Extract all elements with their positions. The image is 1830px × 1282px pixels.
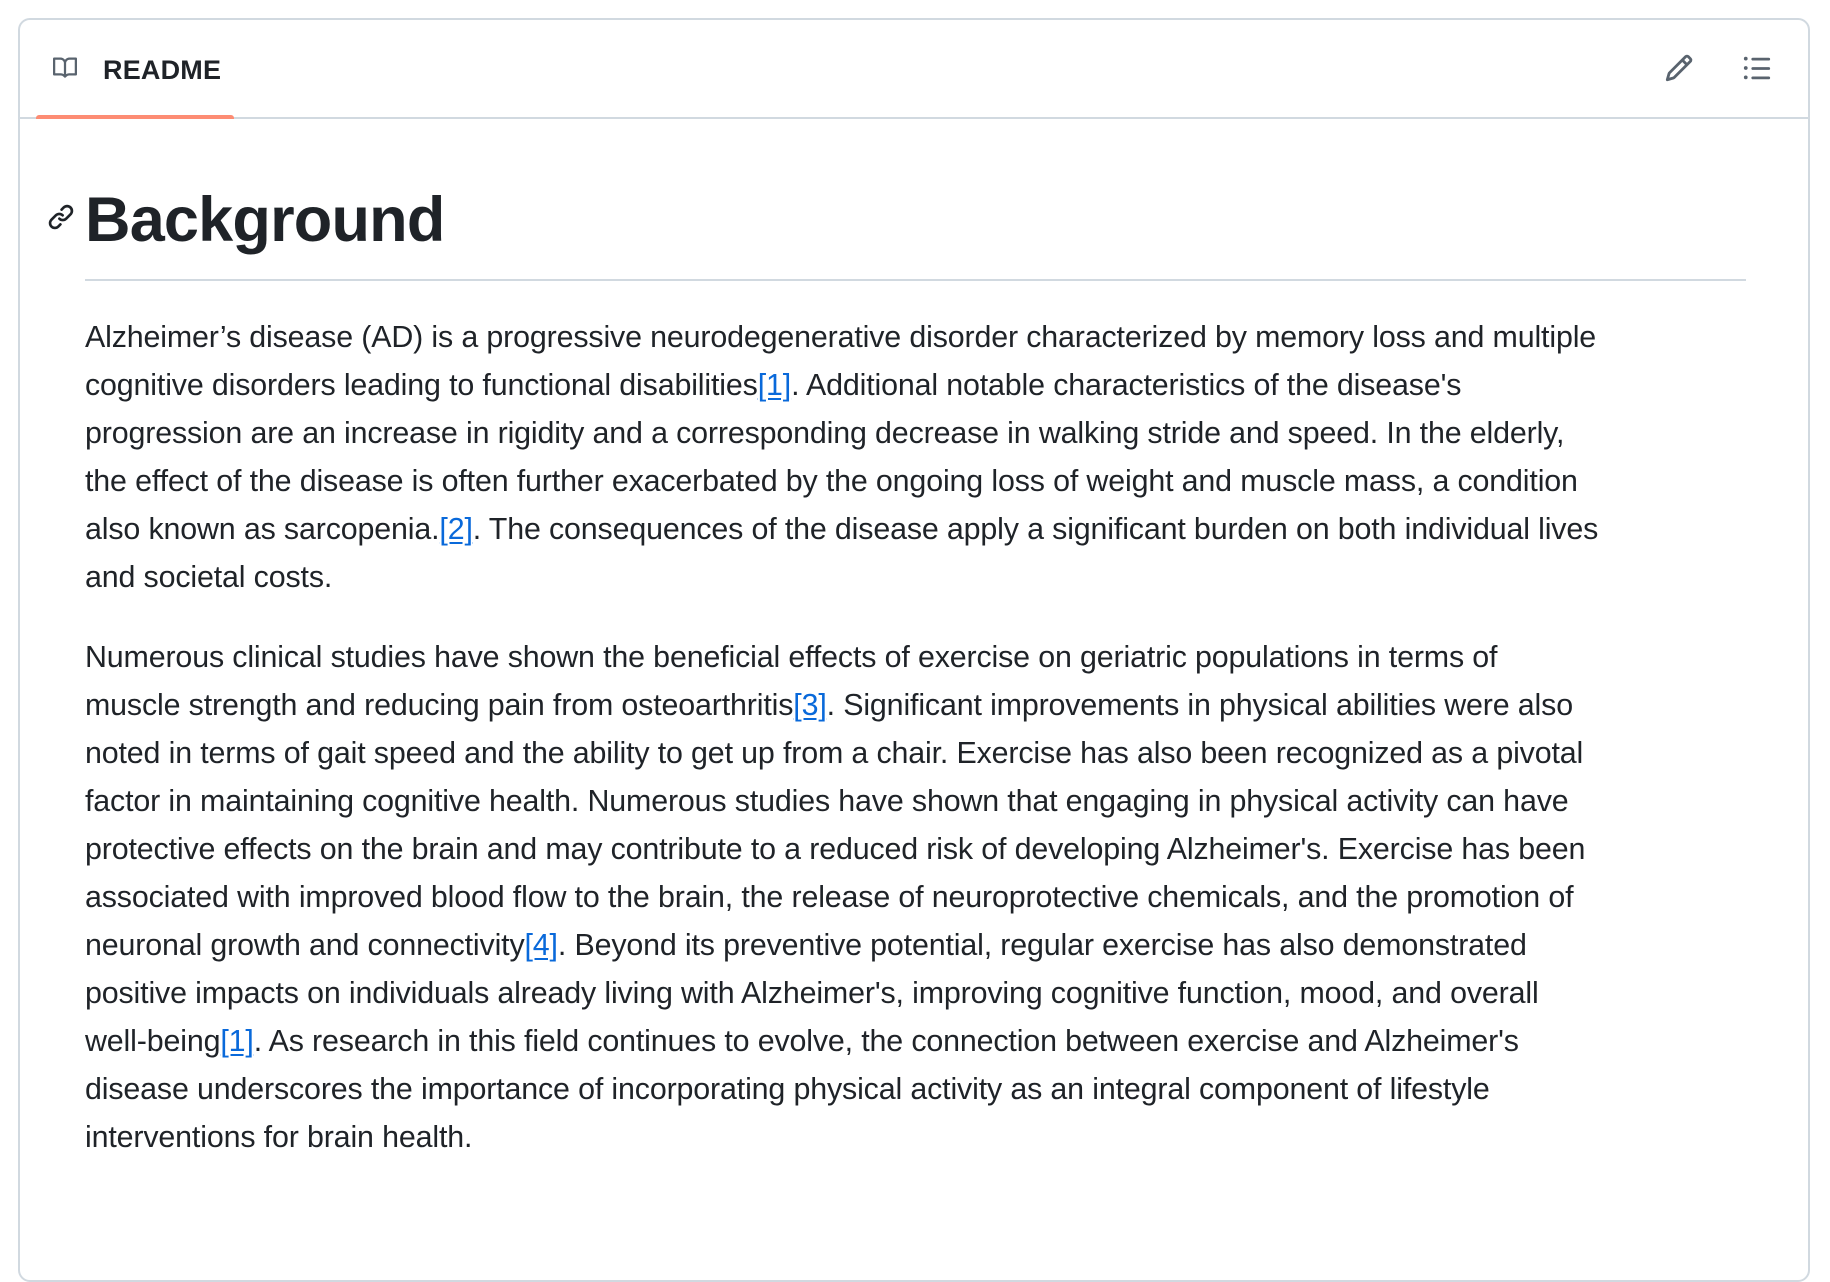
- edit-file-button[interactable]: [1659, 50, 1699, 90]
- citation-link[interactable]: [1]: [757, 368, 792, 402]
- heading-anchor-link[interactable]: [45, 203, 77, 235]
- paragraph-line: [85, 457, 1746, 505]
- readme-card: [18, 18, 1810, 1282]
- paragraph-text: factor in maintaining cognitive health. Numerous studies have shown that engaging in physical activity can have: [85, 784, 1569, 818]
- paragraph-line: [85, 409, 1746, 457]
- heading-background: [85, 180, 1746, 281]
- paragraph-text: . The consequences of the disease apply a significant burden on both individual lives: [472, 512, 1599, 546]
- paragraph-text: also known as sarcopenia.: [85, 512, 440, 546]
- paragraph-text: muscle strength and reducing pain from osteoarthritis: [85, 688, 794, 722]
- paragraph-text: . Significant improvements in physical abilities were also: [826, 688, 1573, 722]
- paragraph: [85, 313, 1746, 601]
- citation-link[interactable]: [1]: [220, 1024, 254, 1058]
- tab-readme[interactable]: [36, 20, 234, 119]
- book-icon: [53, 56, 77, 80]
- paragraph-line: [85, 873, 1746, 921]
- paragraph-text: well-being: [85, 1024, 221, 1058]
- paragraph-text: . Additional notable characteristics of the disease's: [791, 368, 1462, 402]
- paragraph-line: [85, 505, 1746, 553]
- outline-button[interactable]: [1737, 50, 1777, 90]
- paragraph-text: the effect of the disease is often further exacerbated by the ongoing loss of weight and muscle mass, a condition: [85, 464, 1578, 498]
- readme-header: [20, 20, 1808, 119]
- citation-link[interactable]: [2]: [439, 512, 473, 546]
- paragraph-text: . As research in this field continues to evolve, the connection between exercise and Alzheimer's: [253, 1024, 1519, 1058]
- paragraph-line: [85, 681, 1746, 729]
- paragraph-text: positive impacts on individuals already living with Alzheimer's, improving cognitive function, mood, and overall: [85, 976, 1539, 1010]
- link-icon: [47, 203, 75, 236]
- paragraph-text: progression are an increase in rigidity and a corresponding decrease in walking stride and speed. In the elderly,: [85, 416, 1565, 450]
- paragraph: [85, 633, 1746, 1161]
- paragraph-text: interventions for brain health.: [85, 1120, 473, 1154]
- paragraph-text: Numerous clinical studies have shown the beneficial effects of exercise on geriatric populations in terms of: [85, 640, 1498, 674]
- paragraph-text: . Beyond its preventive potential, regular exercise has also demonstrated: [557, 928, 1527, 962]
- paragraph-text: neuronal growth and connectivity: [85, 928, 525, 962]
- tab-label: README: [103, 55, 222, 85]
- paragraph-text: protective effects on the brain and may contribute to a reduced risk of developing Alzheimer's. Exercise has been: [85, 832, 1586, 866]
- paragraph-text: and societal costs.: [85, 560, 333, 594]
- paragraph-line: [85, 553, 1746, 601]
- paragraph-text: cognitive disorders leading to functional disabilities: [85, 368, 758, 402]
- paragraph-line: [85, 1065, 1746, 1113]
- paragraph-line: [85, 313, 1746, 361]
- paragraph-line: [85, 777, 1746, 825]
- paragraph-line: [85, 969, 1746, 1017]
- paragraph-line: [85, 729, 1746, 777]
- paragraph-text: disease underscores the importance of incorporating physical activity as an integral component of lifestyle: [85, 1072, 1490, 1106]
- paragraph-line: [85, 361, 1746, 409]
- citation-link[interactable]: [4]: [524, 928, 558, 962]
- list-unordered-icon: [1742, 53, 1772, 88]
- paragraph-line: [85, 1017, 1746, 1065]
- paragraph-line: [85, 1113, 1746, 1161]
- paragraph-text: noted in terms of gait speed and the ability to get up from a chair. Exercise has also been recognized as a pivotal: [85, 736, 1584, 770]
- page-title: Background: [85, 185, 445, 255]
- readme-article: [85, 118, 1746, 1161]
- paragraph-line: [85, 825, 1746, 873]
- paragraph-text: Alzheimer’s disease (AD) is a progressive neurodegenerative disorder characterized by memory loss and multiple: [85, 320, 1597, 354]
- paragraph-line: [85, 633, 1746, 681]
- citation-link[interactable]: [3]: [793, 688, 827, 722]
- paragraph-text: associated with improved blood flow to the brain, the release of neuroprotective chemicals, and the promotion of: [85, 880, 1574, 914]
- paragraph-line: [85, 921, 1746, 969]
- pencil-icon: [1664, 53, 1694, 88]
